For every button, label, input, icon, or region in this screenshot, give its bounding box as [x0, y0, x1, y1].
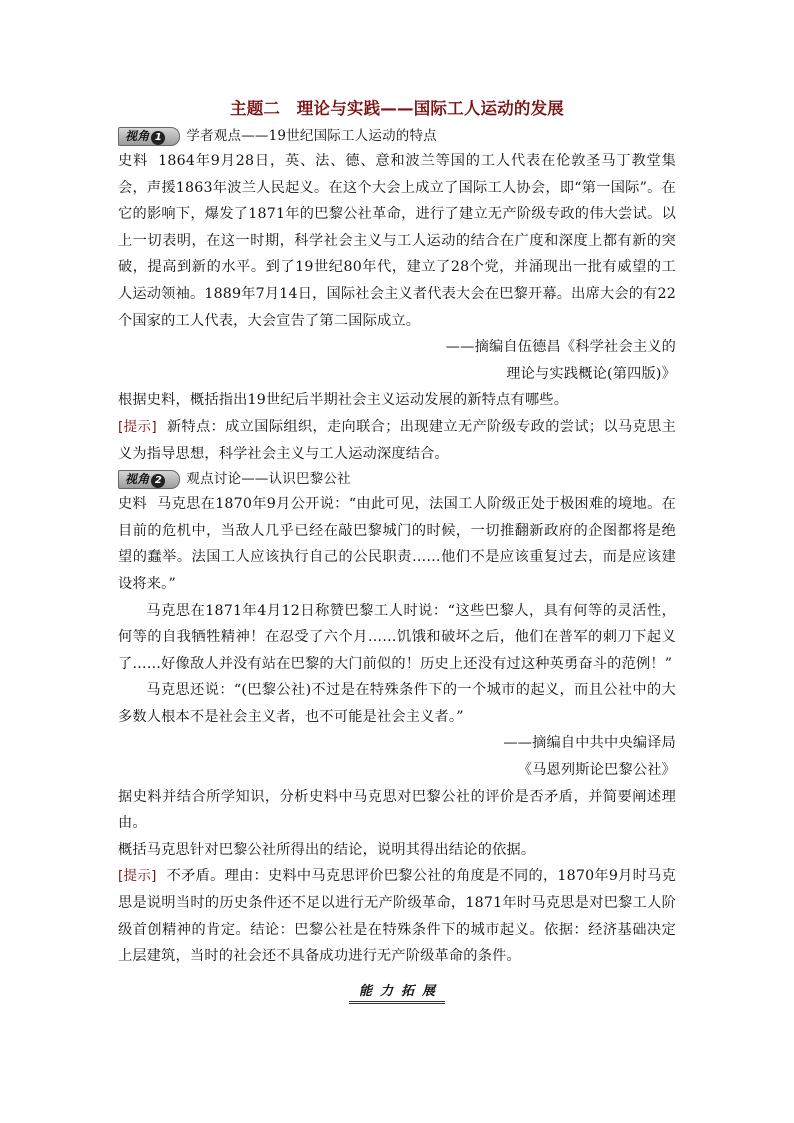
- hint-text: 新特点：成立国际组织，走向联合；出现建立无产阶级专政的尝试；以马克思主义为指导思想，科学社会主义与工人运动深度结合。: [118, 418, 676, 462]
- perspective-badge-1: [118, 127, 180, 146]
- section-1-heading: [118, 124, 676, 148]
- hint-1: [118, 414, 676, 467]
- hint-label: [提示]: [118, 418, 157, 435]
- section-2-paragraph-2: 马克思在1871年4月12日称赞巴黎工人时说：“这些巴黎人，具有何等的灵活性，何等的自我牺牲精神！在忍受了六个月……饥饿和破坏之后，他们在普军的刺刀下起义了……好像敌人并没有站在巴黎的大门前似的！历史上还没有过这种英勇奋斗的范例！”: [118, 602, 676, 672]
- citation-1-line-2: 理论与实践概论(第四版)》: [506, 365, 676, 382]
- question-1: 根据史料，概括指出19世纪后半期社会主义运动发展的新特点有哪些。: [118, 392, 569, 409]
- section-1-title: 学者观点——19世纪国际工人运动的特点: [186, 128, 437, 144]
- ability-extension-label: 能力拓展: [349, 980, 445, 1004]
- badge-number: 2: [151, 474, 165, 488]
- badge-number: 1: [151, 131, 165, 145]
- section-2-heading: [118, 467, 676, 491]
- perspective-badge-2: [118, 470, 180, 489]
- citation-2-line-2: 《马恩列斯论巴黎公社》: [517, 762, 676, 779]
- hint-label: [提示]: [118, 868, 157, 885]
- section-2-source: [118, 491, 676, 597]
- question-2b: 概括马克思针对巴黎公社所得出的结论，说明其得出结论的依据。: [118, 841, 536, 858]
- section-2-paragraph-3: 马克思还说：“(巴黎公社)不过是在特殊条件下的一个城市的起义，而且公社中的大多数人根本不是社会主义者，也不可能是社会主义者。”: [118, 682, 676, 725]
- section-1-source: [118, 148, 676, 334]
- document-body: [118, 96, 676, 970]
- ability-extension-heading: [0, 980, 794, 1004]
- source-text: 1864年9月28日，英、法、德、意和波兰等国的工人代表在伦敦圣马丁教堂集会，声援1863年波兰人民起义。在这个大会上成立了国际工人协会，即“第一国际”。在它的影响下，爆发了1871年的巴黎公社革命，进行了建立无产阶级专政的伟大尝试。以上一切表明，在这一时期，科学社会主义与工人运动的结合在广度和深度上都有新的突破，提高到新的水平。到了19世纪80年代，建立了28个党，并涌现出一批有威望的工人运动领袖。1889年7月14日，国际社会主义者代表大会在巴黎开幕。出席大会的有22个国家的工人代表，大会宣告了第二国际成立。: [118, 153, 677, 329]
- section-2-title: 观点讨论——认识巴黎公社: [186, 471, 351, 488]
- question-2a: 据史料并结合所学知识，分析史料中马克思对巴黎公社的评价是否矛盾，并简要阐述理由。: [118, 788, 676, 832]
- badge-label: 视角: [125, 471, 150, 486]
- citation-2-line-1: ——摘编自中共中央编译局: [503, 735, 676, 752]
- hint-text: 不矛盾。理由：史料中马克思评价巴黎公社的角度是不同的，1870年9月时马克思是说明当时的历史条件还不足以进行无产阶级革命，1871年时马克思是对巴黎工人阶级首创精神的肯定。结论：巴黎公社是在特殊条件下的城市起义。依据：经济基础决定上层建筑，当时的社会还不具备成功进行无产阶级革命的条件。: [118, 868, 676, 965]
- source-label: 史料: [118, 153, 149, 169]
- source-text: 马克思在1870年9月公开说：“由此可见，法国工人阶级正处于极困难的境地。在目前的危机中，当敌人几乎已经在敲巴黎城门的时候，一切推翻新政府的企图都将是绝望的蠢举。法国工人应该执行自己的公民职责……他们不是应该重复过去，而是应该建设将来。”: [118, 496, 676, 592]
- source-label: 史料: [118, 496, 148, 513]
- badge-label: 视角: [125, 128, 150, 143]
- hint-2: [118, 863, 676, 969]
- citation-1-line-1: ——摘编自伍德昌《科学社会主义的: [445, 339, 676, 356]
- page-title: 主题二 理论与实践——国际工人运动的发展: [230, 99, 564, 118]
